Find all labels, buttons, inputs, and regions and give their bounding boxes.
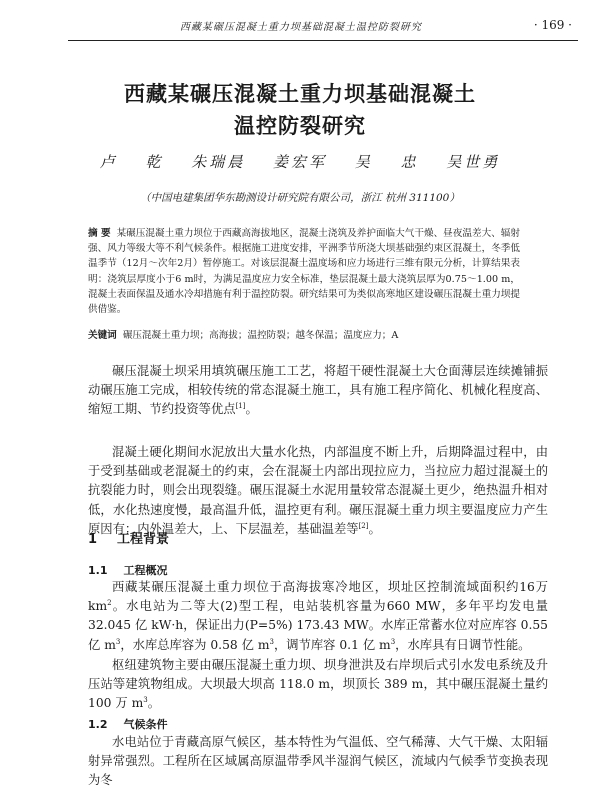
running-title: 西藏某碾压混凝土重力坝基础混凝土温控防裂研究 <box>179 21 422 33</box>
abstract <box>88 226 520 317</box>
overview-text-e: ，水库具有日调节性能。 <box>395 637 531 652</box>
overview-text-d: ，调节库容 0.1 亿 m <box>273 637 391 652</box>
intro-paragraph-2 <box>88 443 548 539</box>
subsection-number: 1.2 <box>88 718 108 731</box>
section-title: 工程背景 <box>117 532 170 547</box>
abstract-text: 某碾压混凝土重力坝位于西藏高海拔地区，混凝土浇筑及养护面临大气干燥、昼夜温差大、辐射强、风力等级大等不利气候条件。根据施工进度安排，平洲季节所浇大坝基础强约束区混凝土，冬季低温季节（12月～次年2月）暂停施工。对该层混凝土温度场和应力场进行三维有限元分析，计算结果表明：浇筑层厚度小于6 m时，为满足温度应力安全标准，垫层混凝土最大浇筑层厚为0.75～1.00 m，混凝土表面保温及通水冷却措施有利于温控防裂。研究结果可为类似高寒地区建设碾压混凝土重力坝提供借鉴。 <box>88 228 521 316</box>
structures-paragraph <box>88 656 548 714</box>
overview-text-c: ，水库总库容为 0.58 亿 m <box>120 637 270 652</box>
structures-text-a: 枢纽建筑物主要由碾压混凝土重力坝、坝身泄洪及右岸坝后式引水发电系统及升压站等建筑物组成。大坝最大坝高 118.0 m，坝顶长 389 m，其中碾压混凝土量约100 万 m <box>88 658 548 711</box>
subsection-number: 1.1 <box>88 564 108 577</box>
overview-text-a: 西藏某碾压混凝土重力坝位于高海拔寒冷地区，坝址区控制流域面积约16万 km <box>88 580 548 614</box>
citation-1[interactable]: [1] <box>235 402 246 411</box>
overview-text-b: 。水电站为二等大(2)型工程，电站装机容量为660 MW，多年平均发电量32.045 亿 kW·h，保证出力(P=5%) 173.43 MW。水库正常蓄水位对应库容 0.55 亿 m <box>88 599 548 652</box>
keywords-text: 碾压混凝土重力坝；高海拔；温控防裂；越冬保温；温度应力；A <box>122 330 399 341</box>
superscript-d: 3 <box>390 637 396 646</box>
page-number: · 169 · <box>533 18 572 32</box>
superscript-e: 3 <box>143 696 148 705</box>
subsection-title: 工程概况 <box>123 564 168 577</box>
paper-title-line-1: 西藏某碾压混凝土重力坝基础混凝土 <box>124 82 476 106</box>
citation-2[interactable]: [2] <box>358 521 369 530</box>
keywords-label: 关键词 <box>88 330 117 341</box>
running-header <box>68 10 578 41</box>
intro-paragraph-2-text: 混凝土硬化期间水泥放出大量水化热，内部温度不断上升，后期降温过程中，由于受到基础或老混凝土的约束，会在混凝土内部出现拉应力，当拉应力超过混凝土的抗裂能力时，则会出现裂缝。碾压混凝土水泥用量较常态混凝土更少，绝热温升相对低，水化热速度慢，最高温升低，温控更有利。碾压混凝土重力坝主要温度应力产生原因有：内外温差大，上、下层温差，基础温差等 <box>88 445 548 536</box>
intro-paragraph-2-end: 。 <box>368 521 381 536</box>
section-number: 1 <box>88 532 98 547</box>
superscript-b: 3 <box>115 637 121 646</box>
structures-text-b: 。 <box>147 696 161 711</box>
intro-paragraph-1-text: 碾压混凝土坝采用填筑碾压施工工艺，将超干硬性混凝土大仓面薄层连续摊铺振动碾压施工完成，相较传统的常态混凝土施工，具有施工程序简化、机械化程度高、缩短工期、节约投资等优点 <box>88 364 548 417</box>
intro-paragraph-1 <box>88 362 548 420</box>
superscript-c: 3 <box>269 637 274 646</box>
author-list: 卢 乾 朱瑞晨 姜宏军 吴 忠 吴世勇 <box>99 153 501 171</box>
keywords <box>88 328 520 343</box>
subsection-heading-1-2 <box>88 716 168 732</box>
paper-title-line-2: 温控防裂研究 <box>234 114 366 138</box>
climate-paragraph: 水电站位于青藏高原气候区，基本特性为气温低、空气稀薄、大气干燥、太阳辐射异常强烈。工程所在区域属高原温带季风半湿润气候区，流域内气候季节变换表现为冬 <box>88 735 548 788</box>
abstract-label: 摘 要 <box>88 228 111 239</box>
subsection-heading-1-1 <box>88 562 168 578</box>
superscript-a: 2 <box>107 599 112 608</box>
project-overview-paragraph <box>88 578 548 655</box>
section-heading-1 <box>88 528 169 547</box>
affiliation: （中国电建集团华东勘测设计研究院有限公司，浙江 杭州 311100） <box>140 192 460 204</box>
subsection-title: 气候条件 <box>123 718 168 731</box>
intro-paragraph-1-end: 。 <box>245 402 258 417</box>
